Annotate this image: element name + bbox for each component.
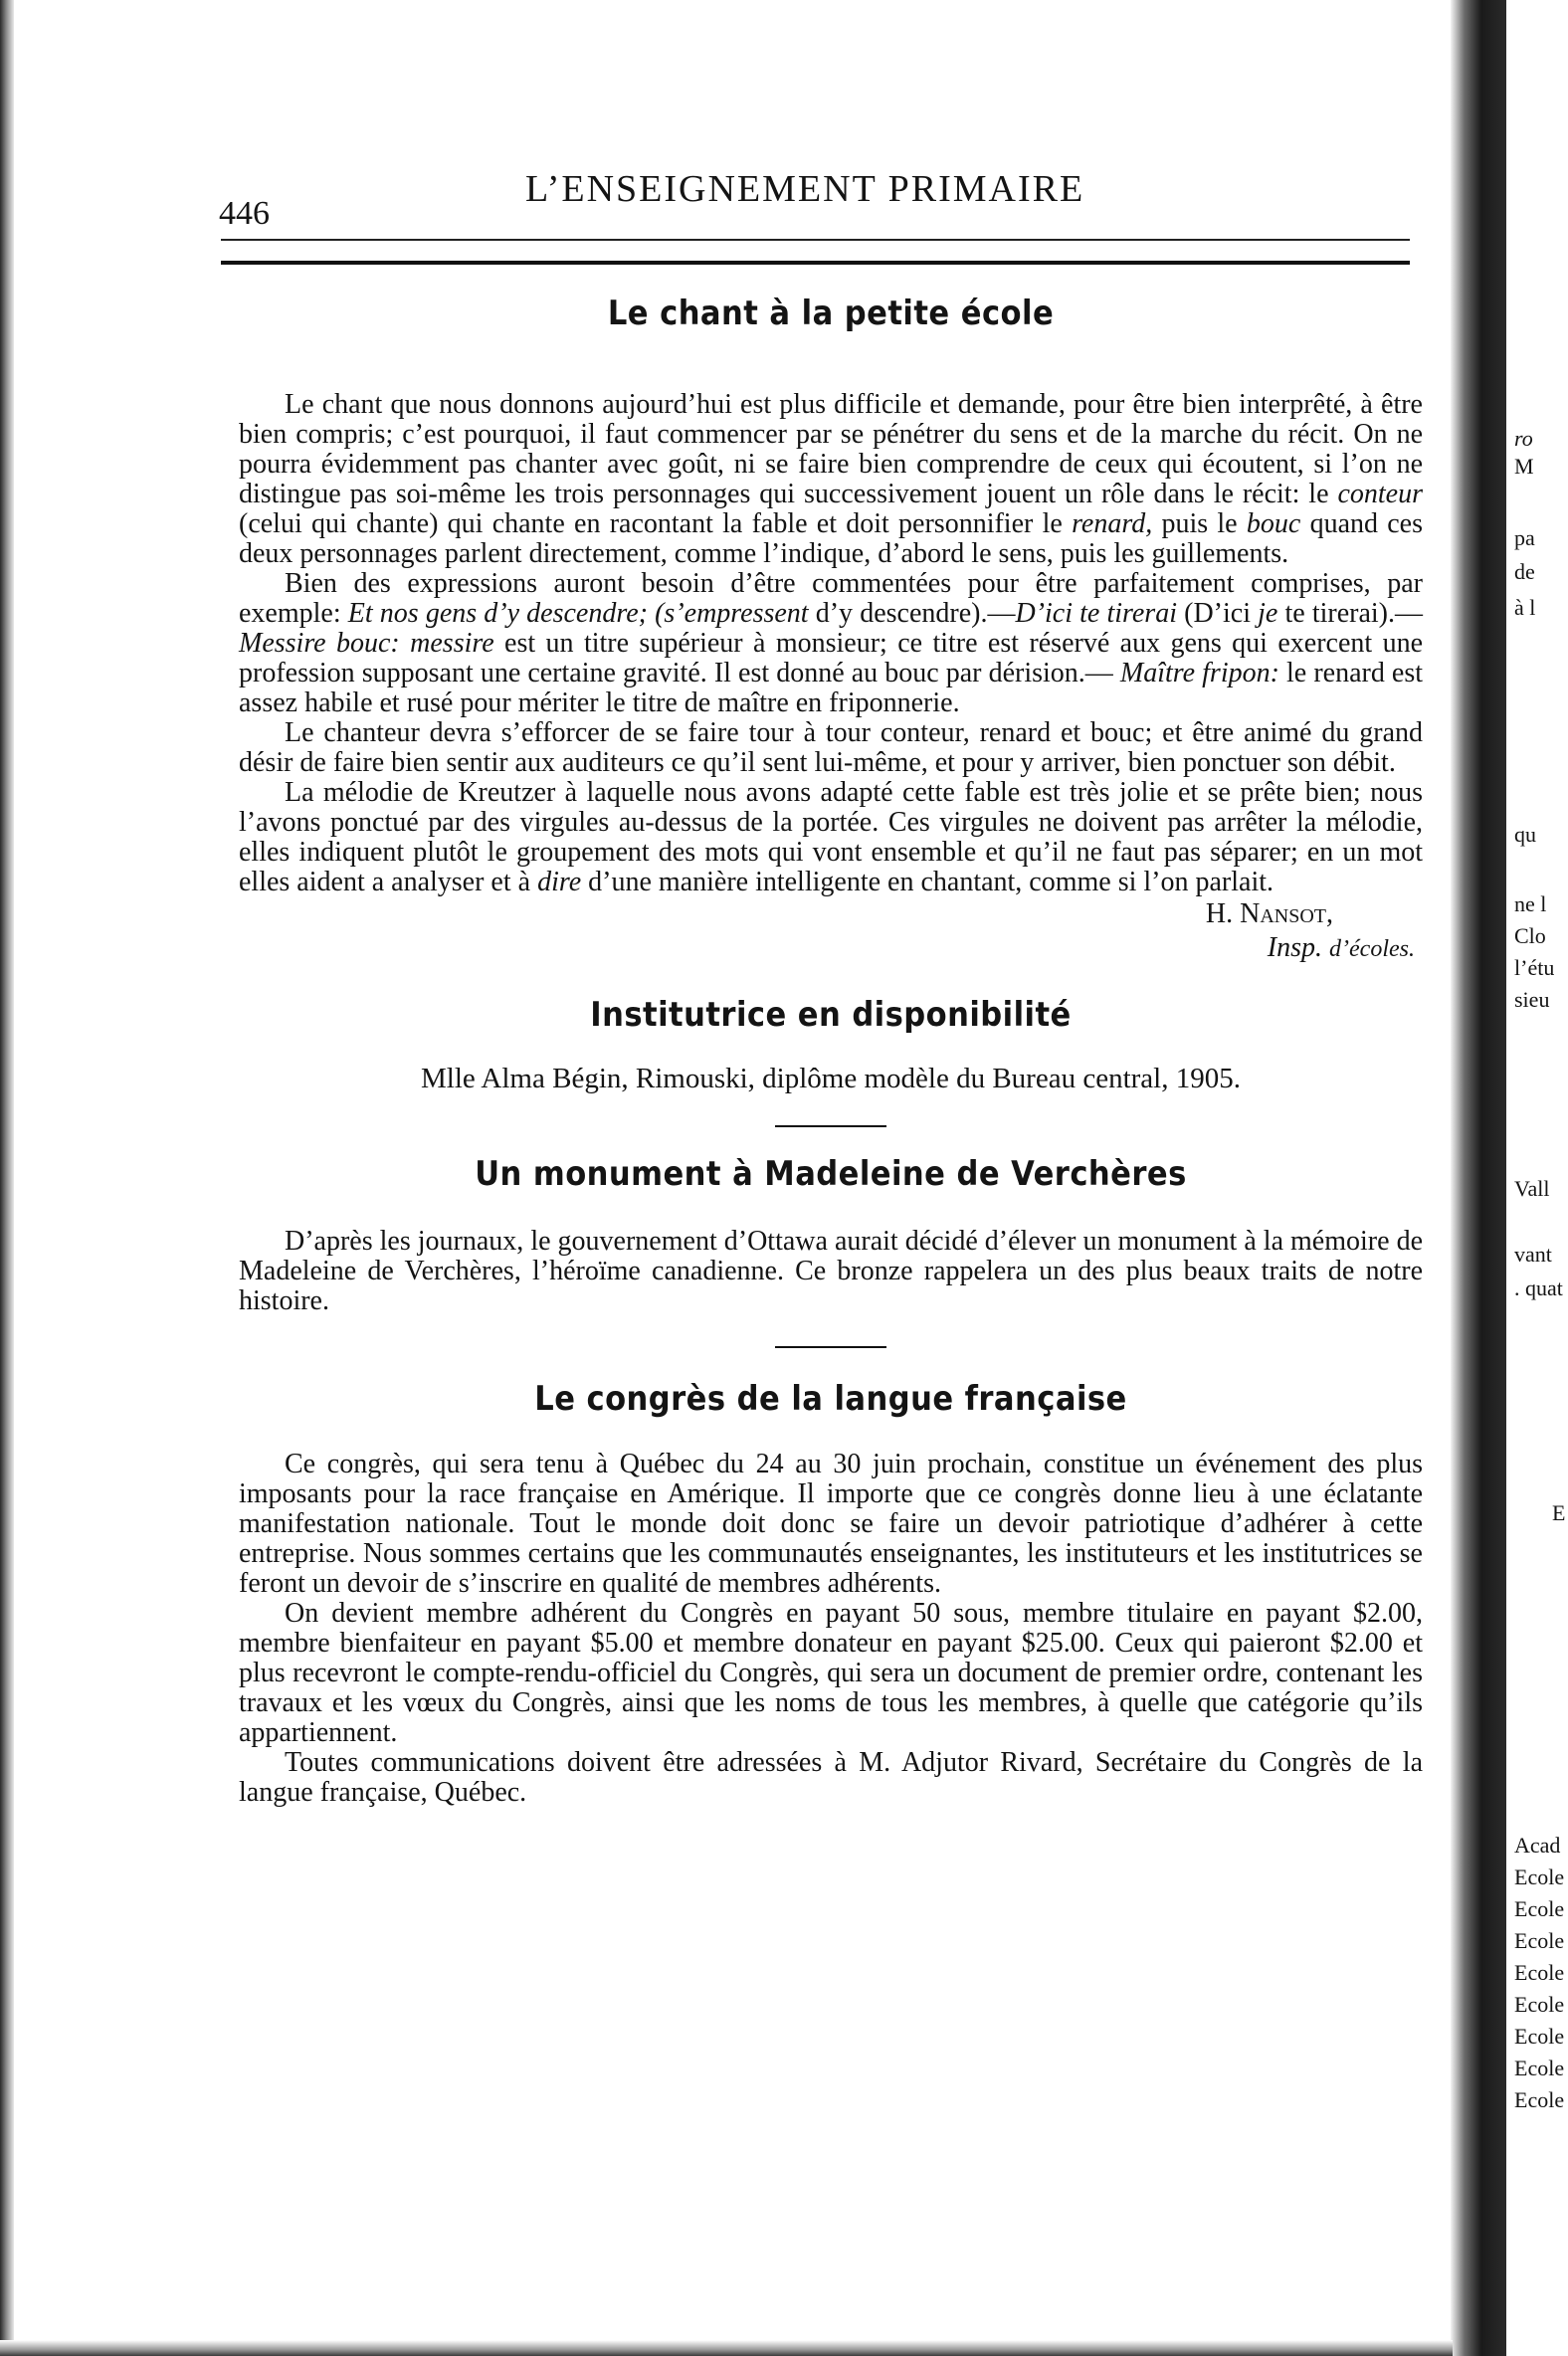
signature-role-abbr: Insp. <box>1267 932 1323 963</box>
header-rule-thick <box>221 261 1410 265</box>
bottom-page-edge-shadow <box>0 2340 1453 2356</box>
article-title: Institutrice en disponibilité <box>590 995 1072 1035</box>
italic-term: je <box>1258 598 1278 629</box>
article-title: Un monument à Madeleine de Verchères <box>475 1154 1187 1194</box>
page-content <box>239 281 1423 1808</box>
page-number: 446 <box>219 195 270 232</box>
facing-page-fragment: Ecole <box>1514 2056 1565 2080</box>
section-separator <box>775 1346 886 1348</box>
facing-page-fragment: ro <box>1514 426 1533 451</box>
journal-title: L’ENSEIGNEMENT PRIMAIRE <box>525 168 1085 210</box>
facing-page-strip <box>1506 0 1568 2356</box>
header-rule-thin <box>221 239 1410 241</box>
paragraph <box>239 778 1423 897</box>
paragraph <box>239 569 1423 718</box>
paragraph: Le chanteur devra s’efforcer de se faire tour à tour conteur, renard et bouc; et être animé du grand désir de faire bien sentir aux auditeurs ce qu’il sent lui-même, et pour y arriver, bien ponctuer son débit. <box>239 717 1423 778</box>
paragraph: On devient membre adhérent du Congrès en payant 50 sous, membre titulaire en payant $2.00, membre bienfaiteur en payant $5.00 et membre donateur en payant $25.00. Ceux qui paieront $2.00 et plus recevront le compte-rendu-officiel du Congrès, qui sera un document de premier ordre, contenant les travaux et les vœux du Congrès, ainsi que les noms de tous les membres, à quelle que catégorie qu’ils appartiennent. <box>239 1598 1423 1748</box>
article-chant <box>239 294 1424 966</box>
text-run: le <box>1299 479 1338 509</box>
text-run: (D’ici <box>1177 598 1259 629</box>
running-head <box>219 167 1413 232</box>
section-separator <box>775 1125 886 1127</box>
facing-page-fragment: pa <box>1514 525 1535 550</box>
text-run: d’y descendre).— <box>808 598 1016 629</box>
facing-page-fragment: l’étu <box>1514 955 1555 980</box>
article-institutrice <box>239 995 1423 1127</box>
signature-name <box>239 897 1333 931</box>
facing-page-fragment: ne l <box>1514 891 1547 916</box>
paragraph: Toutes communications doivent être adressées à M. Adjutor Rivard, Secrétaire du Congrès de la langue française, Québec. <box>239 1747 1423 1808</box>
article-congres <box>239 1379 1423 1808</box>
article-monument <box>239 1154 1423 1348</box>
announcement-line: Mlle Alma Bégin, Rimouski, diplôme modèle du Bureau central, 1905. <box>421 1063 1241 1094</box>
text-run: te tirerai).— <box>1277 598 1424 629</box>
italic-term: bouc <box>1246 508 1301 539</box>
signature-surname: Nansot, <box>1240 898 1333 929</box>
italic-term: D’ici te tirerai <box>1015 598 1177 629</box>
paragraph: Ce congrès, qui sera tenu à Québec du 24 au 30 juin prochain, constitue un événement des plus imposants pour la race française en Amérique. Il importe que ce congrès donne lieu à une éclatante manifestation nationale. Tout le monde doit donc se faire un devoir patriotique d’adhérer à cette entreprise. Nous sommes certains que les communautés enseignantes, les instituteurs et les institutrices se feront un devoir de s’inscrire en qualité de membres adhérents. <box>239 1449 1423 1599</box>
italic-term: Et nos gens d’y descendre; <box>347 598 648 629</box>
facing-page-fragment: Acad <box>1514 1833 1561 1858</box>
signature-initial: H. <box>1205 898 1234 929</box>
text-run: puis le <box>1152 508 1247 539</box>
paragraph <box>239 390 1423 569</box>
signature-role-rest: d’écoles. <box>1329 936 1415 962</box>
italic-term: dire <box>537 867 582 897</box>
facing-page-fragment: Ecole <box>1514 1896 1565 1921</box>
text-run: quand ces deux personnages parlent directement, comme l’indique, d’abord le sens, puis les guillements. <box>239 508 1423 569</box>
left-page-edge-shadow <box>0 0 14 2356</box>
signature <box>239 897 1423 966</box>
facing-page-fragment: Vall <box>1514 1176 1550 1201</box>
facing-page-fragment: E <box>1552 1500 1566 1525</box>
facing-page-fragment: Ecole <box>1514 1928 1565 1953</box>
text-run: La mélodie de Kreutzer à laquelle nous avons adapté cette fable est très jolie et se prête bien; nous l’avons ponctué par des virgules au-dessus de la portée. Ces virgules ne doivent pas arrêter la mélodie, elles indiquent plutôt le groupement des mots qui vont ensemble et qu’il ne faut pas séparer; en un mot elles aident a analyser et à <box>239 777 1423 897</box>
paragraph: D’après les journaux, le gouvernement d’Ottawa aurait décidé d’élever un monument à la mémoire de Madeleine de Verchères, l’héroïme canadienne. Ce bronze rappelera un des plus beaux traits de notre histoire. <box>239 1226 1423 1316</box>
facing-page-fragment: Ecole <box>1514 1992 1565 2017</box>
italic-term: Messire bouc: messire <box>239 628 494 659</box>
italic-term: renard, <box>1072 508 1153 539</box>
text-run: est un titre supérieur à monsieur; ce titre est réservé aux gens qui exercent une profession supposant une certaine gravité. Il est donné au bouc par dérision.— <box>239 628 1423 688</box>
text-run: Bien des expressions auront besoin d’être commentées pour être parfaitement comprises, par exemple: <box>239 568 1423 629</box>
article-title: Le congrès de la langue française <box>534 1379 1127 1419</box>
facing-page-fragment: de <box>1514 559 1535 584</box>
facing-page-fragment: Clo <box>1514 923 1546 948</box>
facing-page-fragment: Ecole <box>1514 2024 1565 2049</box>
facing-page-fragment: Ecole <box>1514 1865 1565 1889</box>
text-run: le renard est assez habile et rusé pour mériter le titre de maître en friponnerie. <box>239 658 1424 718</box>
facing-page-fragment: Ecole <box>1514 1960 1565 1985</box>
signature-role <box>239 931 1415 966</box>
text-run: d’une manière intelligente en chantant, comme si l’on parlait. <box>581 867 1274 897</box>
facing-page-fragment: Ecole <box>1514 2087 1565 2112</box>
italic-term: (s’empressent <box>655 598 809 629</box>
facing-page-fragment: à l <box>1514 595 1536 620</box>
facing-page-fragment: sieu <box>1514 987 1550 1012</box>
facing-page-fragment: M <box>1514 454 1534 479</box>
article-title: Le chant à la petite école <box>607 294 1055 333</box>
facing-page-fragment: qu <box>1514 822 1536 847</box>
italic-term: Maître fripon: <box>1119 658 1279 688</box>
facing-page-fragment: vant <box>1514 1242 1552 1267</box>
italic-term: conteur <box>1337 479 1423 509</box>
facing-page-fragment: . quat <box>1514 1276 1563 1300</box>
book-gutter-shadow <box>1451 0 1506 2356</box>
text-run: Le chant que nous donnons aujourd’hui est plus difficile et demande, pour être bien interprêté, à être bien compris; c’est pourquoi, il faut commencer par se pénétrer du sens et de la marche du récit. On ne pourra évidemment pas chanter avec goût, ni se faire bien comprendre de ceux qui écoutent, si l’on ne distingue pas soi-même les trois personnages qui successivement jouent un rôle dans le récit: <box>239 389 1423 509</box>
text-run: (celui qui chante) qui chante en racontant la fable et doit personnifier le <box>239 508 1073 539</box>
